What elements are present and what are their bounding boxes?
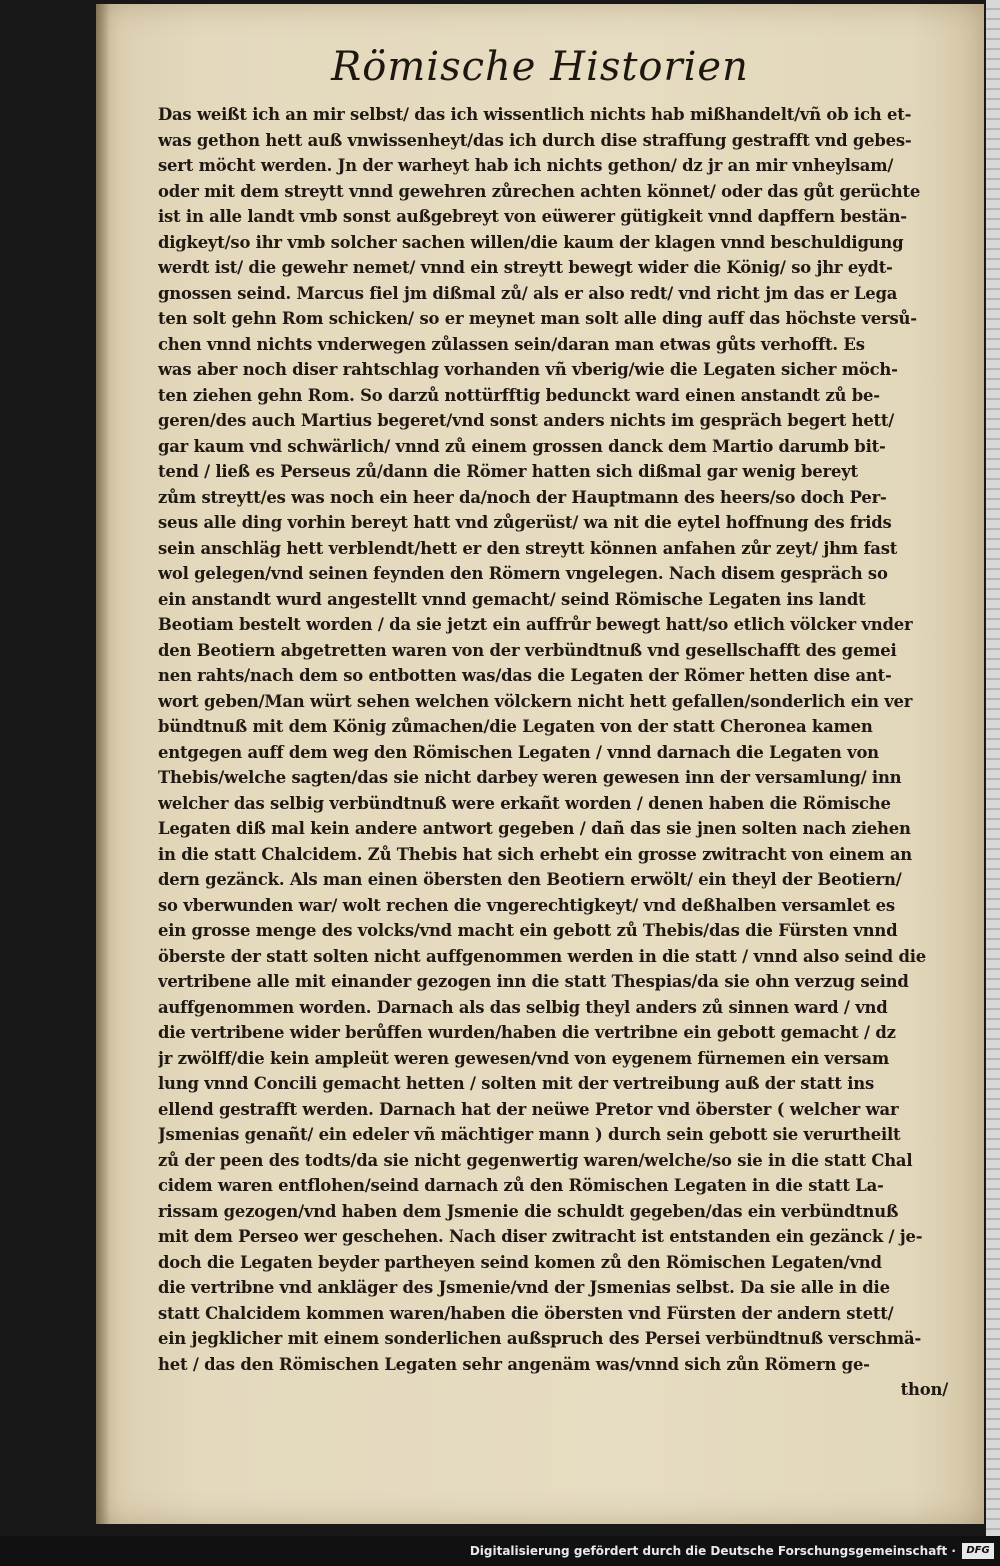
body-text [158, 102, 958, 1403]
text-line: die vertribene wider berůffen wurden/haben die vertribne ein gebott gemacht / dz [158, 1023, 896, 1042]
text-line: bündtnuß mit dem König zůmachen/die Legaten von der statt Cheronea kamen [158, 717, 873, 736]
text-line: sert möcht werden. Jn der warheyt hab ich nichts gethon/ dz jr an mir vnheylsam/ [158, 156, 894, 175]
text-line: ten solt gehn Rom schicken/ so er meynet man solt alle ding auff das höchste versů- [158, 309, 917, 328]
text-line: geren/des auch Martius begeret/vnd sonst anders nichts im gespräch begert hett/ [158, 411, 895, 430]
text-line: nen rahts/nach dem so entbotten was/das die Legaten der Römer hetten dise ant- [158, 666, 892, 685]
text-line: zů der peen des todts/da sie nicht gegenwertig waren/welche/so sie in die statt Chal [158, 1150, 913, 1170]
text-line: zům streytt/es was noch ein heer da/noch der Hauptmann des heers/so doch Per- [158, 487, 887, 507]
text-line: so vberwunden war/ wolt rechen die vngerechtigkeyt/ vnd deßhalben versamlet es [158, 895, 895, 915]
footer-bar [0, 1536, 1000, 1566]
text-line: seus alle ding vorhin bereyt hatt vnd zůgerüst/ wa nit die eytel hoffnung des frids [158, 513, 892, 532]
text-line: tend / ließ es Perseus zů/dann die Römer hatten sich dißmal gar wenig bereyt [158, 462, 858, 481]
text-line: het / das den Römischen Legaten sehr angenäm was/vnnd sich zůn Römern ge- [158, 1354, 870, 1374]
text-line: die vertribne vnd ankläger des Jsmenie/vnd der Jsmenias selbst. Da sie alle in die [158, 1278, 890, 1297]
text-line: digkeyt/so ihr vmb solcher sachen willen/die kaum der klagen vnnd beschuldigung [158, 232, 904, 252]
text-line: statt Chalcidem kommen waren/haben die öbersten vnd Fürsten der andern stett/ [158, 1303, 894, 1323]
text-line: doch die Legaten beyder partheyen seind komen zů den Römischen Legaten/vnd [158, 1252, 882, 1272]
page-binding-shadow [96, 4, 110, 1524]
text-line: rissam gezogen/vnd haben dem Jsmenie die schuldt gegeben/das ein verbündtnuß [158, 1201, 899, 1221]
text-line: welcher das selbig verbündtnuß were erkañt worden / denen haben die Römische [158, 793, 891, 813]
text-line: Beotiam bestelt worden / da sie jetzt ein auffrůr bewegt hatt/so etlich völcker vnder [158, 615, 913, 634]
text-line: in die statt Chalcidem. Zů Thebis hat sich erhebt ein grosse zwitracht von einem an [158, 844, 912, 864]
text-line: den Beotiern abgetretten waren von der verbündtnuß vnd gesellschafft des gemei [158, 640, 897, 660]
text-line: ten ziehen gehn Rom. So darzů nottürfftig bedunckt ward einen anstandt zů be- [158, 385, 880, 405]
text-line: dern gezänck. Als man einen öbersten den Beotiern erwölt/ ein theyl der Beotiern/ [158, 870, 902, 889]
text-line: jr zwölff/die kein ampleüt weren gewesen/vnd von eygenem fürnemen ein versam [158, 1048, 889, 1068]
text-line: was aber noch diser rahtschlag vorhanden vñ vberig/wie die Legaten sicher möch- [158, 360, 898, 379]
text-line: lung vnnd Concili gemacht hetten / solten mit der vertreibung auß der statt ins [158, 1074, 875, 1093]
text-line: ellend gestrafft werden. Darnach hat der neüwe Pretor vnd öberster ( welcher war [158, 1099, 899, 1119]
text-line: mit dem Perseo wer geschehen. Nach diser zwitracht ist entstanden ein gezänck / je- [158, 1227, 923, 1246]
text-line: auffgenommen worden. Darnach als das selbig theyl anders zů sinnen ward / vnd [158, 997, 888, 1017]
dfg-logo: DFG [962, 1543, 994, 1559]
text-line: ein jegklicher mit einem sonderlichen außspruch des Persei verbündtnuß verschmä- [158, 1329, 922, 1348]
text-line: thon/ [900, 1380, 948, 1399]
text-line: Das weißt ich an mir selbst/ das ich wissentlich nichts hab mißhandelt/vñ ob ich et- [158, 105, 912, 124]
text-line: wol gelegen/vnd seinen feynden den Römern vngelegen. Nach disem gespräch so [158, 564, 888, 583]
text-line: chen vnnd nichts vnderwegen zůlassen sein/daran man etwas gůts verhofft. Es [158, 334, 865, 354]
text-line: ein anstandt wurd angestellt vnnd gemacht/ seind Römische Legaten ins landt [158, 589, 866, 609]
text-line: Legaten diß mal kein andere antwort gegeben / dañ das sie jnen solten nach ziehen [158, 819, 911, 838]
scan-ruler-strip [986, 0, 1000, 1566]
text-line: Thebis/welche sagten/das sie nicht darbey weren gewesen inn der versamlung/ inn [158, 768, 902, 787]
page-heading: Römische Historien [331, 44, 749, 90]
text-line: gnossen seind. Marcus fiel jm dißmal zů/ als er also redt/ vnd richt jm das er Lega [158, 283, 898, 303]
text-line: oder mit dem streytt vnnd gewehren zůrechen achten könnet/ oder das gůt gerüchte [158, 181, 921, 201]
digitization-credit: Digitalisierung gefördert durch die Deutsche Forschungsgemeinschaft · [469, 1544, 956, 1558]
text-line: cidem waren entflohen/seind darnach zů den Römischen Legaten in die statt La- [158, 1176, 884, 1195]
text-line: entgegen auff dem weg den Römischen Legaten / vnnd darnach die Legaten von [158, 742, 879, 762]
text-line: öberste der statt solten nicht auffgenommen werden in die statt / vnnd also seind die [158, 946, 926, 966]
text-line: sein anschläg hett verblendt/hett er den streytt können anfahen zůr zeyt/ jhm fast [158, 538, 898, 558]
text-line: wort geben/Man würt sehen welchen völckern nicht hett gefallen/sonderlich ein ver [158, 691, 913, 711]
text-line: was gethon hett auß vnwissenheyt/das ich durch dise straffung gestrafft vnd gebes- [158, 130, 912, 150]
text-line: werdt ist/ die gewehr nemet/ vnnd ein streytt bewegt wider die König/ so jhr eydt- [158, 258, 893, 277]
text-line: ein grosse menge des volcks/vnd macht ein gebott zů Thebis/das die Fürsten vnnd [158, 921, 898, 940]
text-line: ist in alle landt vmb sonst außgebreyt von eüwerer gütigkeit vnnd dapffern bestän- [158, 207, 907, 226]
text-line: vertribene alle mit einander gezogen inn die statt Thespias/da sie ohn verzug seind [158, 972, 909, 991]
text-line: Jsmenias genañt/ ein edeler vñ mächtiger mann ) durch sein gebott sie verurtheilt [158, 1125, 901, 1144]
text-line: gar kaum vnd schwärlich/ vnnd zů einem grossen danck dem Martio darumb bit- [158, 436, 886, 456]
